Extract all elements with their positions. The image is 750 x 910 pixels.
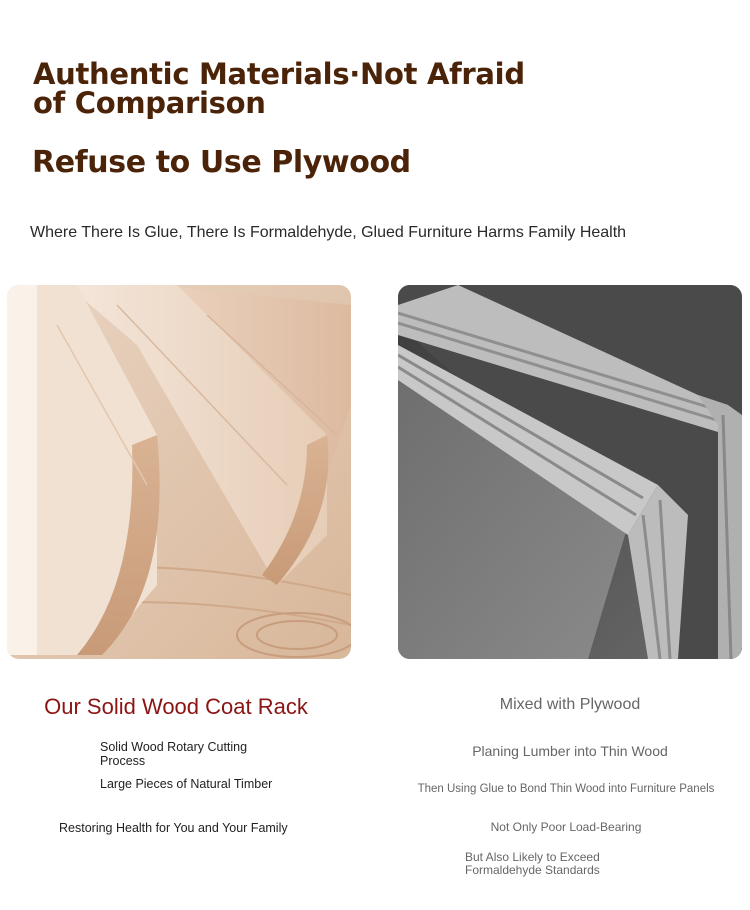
solid-wood-point: Solid Wood Rotary Cutting Process: [100, 740, 248, 768]
headline: Authentic Materials·Not Afraid of Comparison: [33, 57, 525, 120]
subhead: Refuse to Use Plywood: [32, 145, 411, 180]
plywood-point: Planing Lumber into Thin Wood: [472, 743, 668, 759]
plywood-title: Mixed with Plywood: [499, 696, 641, 713]
plywood-point: But Also Likely to Exceed Formaldehyde Standards: [465, 850, 600, 877]
solid-wood-photo: [7, 285, 351, 659]
plywood-photo: [398, 285, 742, 659]
solid-wood-point: Large Pieces of Natural Timber: [100, 777, 273, 791]
plywood-point: Then Using Glue to Bond Thin Wood into Furniture Panels: [417, 783, 715, 795]
solid-wood-point: Restoring Health for You and Your Family: [59, 821, 288, 835]
tagline: Where There Is Glue, There Is Formaldehyde, Glued Furniture Harms Family Health: [30, 224, 627, 241]
plywood-point: Not Only Poor Load-Bearing: [490, 820, 642, 834]
solid-wood-title: Our Solid Wood Coat Rack: [44, 694, 308, 719]
